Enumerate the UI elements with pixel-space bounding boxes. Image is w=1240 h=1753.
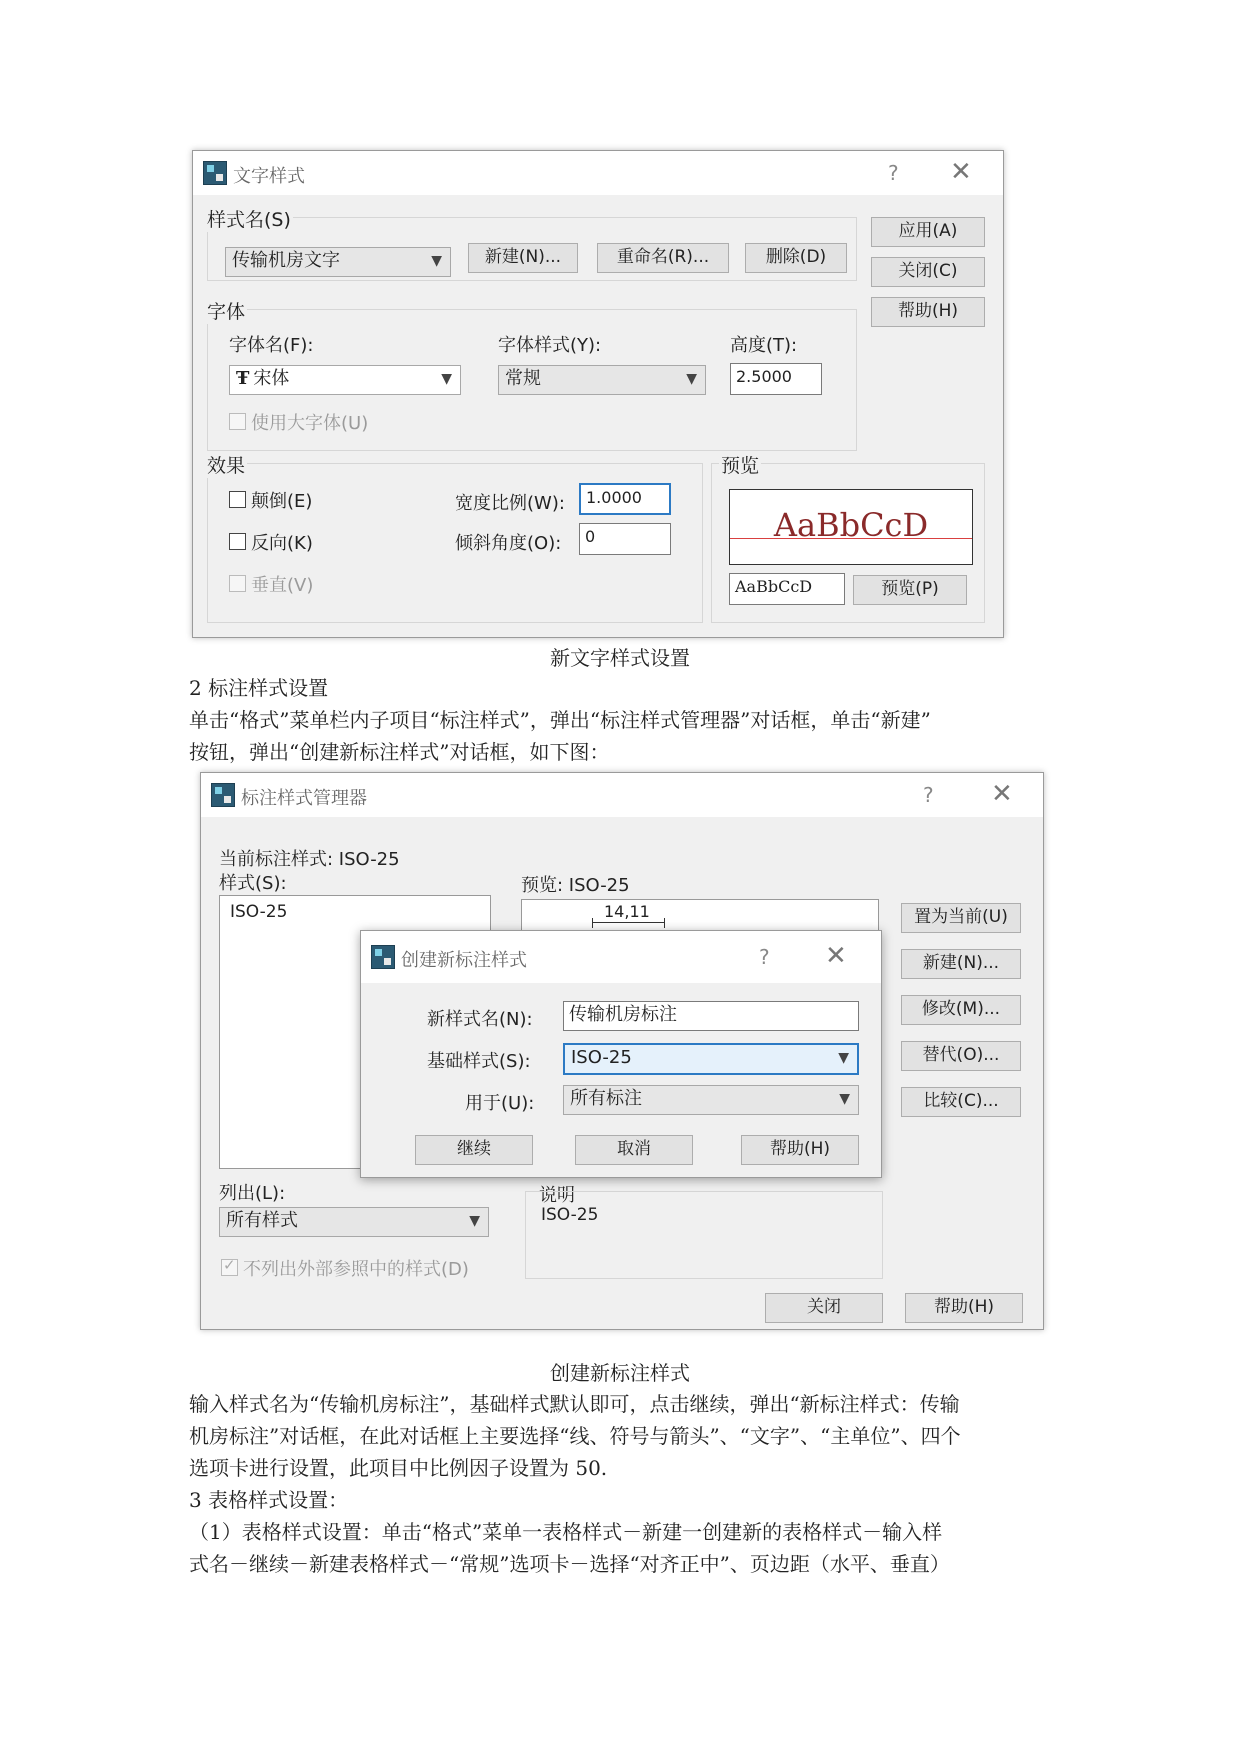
font-style-label: 字体样式(Y): — [498, 335, 602, 356]
width-factor-input[interactable]: 1.0000 — [579, 483, 671, 515]
font-name-select[interactable] — [229, 365, 461, 395]
figure-caption-1: 新文字样式设置 — [550, 646, 690, 670]
exclude-xref-label: 不列出外部参照中的样式(D) — [243, 1259, 469, 1280]
start-with-label: 基础样式(S): — [427, 1051, 531, 1072]
close-icon[interactable]: ✕ — [991, 779, 1013, 809]
list-filter-select[interactable] — [219, 1207, 489, 1237]
start-with-value: ISO-25 — [571, 1047, 632, 1068]
close-button[interactable]: 关闭(C) — [871, 257, 985, 287]
styles-label: 样式(S): — [219, 873, 287, 894]
paragraph-4-line-2: 式名－继续－新建表格样式－“常规”选项卡－选择“对齐正中”、页边距（水平、垂直） — [189, 1552, 950, 1576]
upside-down-checkbox[interactable] — [229, 491, 246, 508]
dimension-tick-right — [664, 918, 665, 928]
paragraph-3-line-2: 机房标注”对话框，在此对话框上主要选择“线、符号与箭头”、“文字”、“主单位”、四个 — [189, 1424, 961, 1448]
chevron-down-icon: ▼ — [441, 371, 452, 387]
chevron-down-icon: ▼ — [839, 1091, 850, 1107]
use-bigfont-label: 使用大字体(U) — [251, 413, 369, 434]
start-with-select[interactable] — [563, 1043, 859, 1075]
autocad-app-icon — [371, 945, 395, 969]
list-item[interactable]: ISO-25 — [230, 902, 288, 922]
effects-group-label: 效果 — [205, 451, 247, 478]
title-bar — [201, 773, 1043, 817]
preview-group-label: 预览 — [719, 451, 761, 478]
help-button[interactable]: 帮助(H) — [905, 1293, 1023, 1323]
dialog-title: 文字样式 — [233, 166, 305, 187]
help-button[interactable]: 帮助(H) — [741, 1135, 859, 1165]
current-style-label: 当前标注样式: ISO-25 — [219, 849, 400, 870]
help-icon[interactable]: ? — [759, 945, 770, 969]
cancel-button[interactable]: 取消 — [575, 1135, 693, 1165]
preview-button[interactable]: 预览(P) — [853, 575, 967, 605]
delete-style-button[interactable]: 删除(D) — [745, 243, 847, 273]
rename-style-button[interactable]: 重命名(R)... — [597, 243, 729, 273]
font-name-value: 宋体 — [253, 368, 290, 389]
exclude-xref-checkbox[interactable] — [221, 1256, 238, 1276]
preview-box — [729, 489, 973, 565]
compare-button[interactable]: 比较(C)... — [901, 1087, 1021, 1117]
close-icon[interactable]: ✕ — [950, 157, 972, 187]
set-current-button[interactable]: 置为当前(U) — [901, 903, 1021, 933]
chevron-down-icon: ▼ — [838, 1050, 849, 1066]
new-style-name-label: 新样式名(N): — [427, 1009, 533, 1030]
modify-button[interactable]: 修改(M)... — [901, 995, 1021, 1025]
dialog-title: 创建新标注样式 — [401, 950, 527, 971]
new-style-button[interactable]: 新建(N)... — [468, 243, 578, 273]
use-for-label: 用于(U): — [465, 1093, 535, 1114]
font-name-label: 字体名(F): — [229, 335, 314, 356]
apply-button[interactable]: 应用(A) — [871, 217, 985, 247]
dimension-tick-left — [592, 918, 593, 928]
preview-label: 预览: ISO-25 — [521, 875, 630, 896]
chevron-down-icon: ▼ — [686, 371, 697, 387]
preview-sample-text: AaBbCcD — [773, 506, 929, 544]
chevron-down-icon: ▼ — [469, 1213, 480, 1229]
height-input[interactable]: 2.5000 — [730, 363, 822, 395]
override-button[interactable]: 替代(O)... — [901, 1041, 1021, 1071]
paragraph-3-line-1: 输入样式名为“传输机房标注”，基础样式默认即可，点击继续，弹出“新标注样式：传输 — [189, 1392, 960, 1416]
section-2-paragraph-line-2: 按钮，弹出“创建新标注样式”对话框，如下图： — [189, 740, 610, 764]
style-name-group-label: 样式名(S) — [205, 205, 293, 232]
dimension-line — [592, 922, 664, 923]
autocad-app-icon — [211, 783, 235, 807]
oblique-angle-input[interactable]: 0 — [579, 523, 671, 555]
description-label: 说明 — [539, 1185, 575, 1206]
autocad-app-icon — [203, 161, 227, 185]
title-bar — [361, 931, 881, 983]
use-for-select[interactable] — [563, 1085, 859, 1115]
list-filter-value: 所有样式 — [226, 1210, 298, 1231]
style-name-select[interactable] — [225, 247, 451, 277]
new-style-name-input[interactable]: 传输机房标注 — [563, 1001, 859, 1031]
backwards-checkbox[interactable] — [229, 533, 246, 550]
preview-text-input[interactable]: AaBbCcD — [729, 573, 845, 605]
use-for-value: 所有标注 — [570, 1088, 642, 1109]
vertical-checkbox[interactable] — [229, 575, 246, 592]
help-icon[interactable]: ? — [923, 783, 934, 807]
oblique-angle-label: 倾斜角度(O): — [455, 533, 562, 554]
upside-down-label: 颠倒(E) — [251, 491, 313, 512]
list-label: 列出(L): — [219, 1183, 286, 1204]
backwards-label: 反向(K) — [251, 533, 313, 554]
preview-dimension-text: 14,11 — [604, 902, 650, 921]
font-style-value: 常规 — [505, 368, 541, 389]
vertical-label: 垂直(V) — [251, 575, 314, 596]
create-dimension-style-dialog — [360, 930, 882, 1178]
continue-button[interactable]: 继续 — [415, 1135, 533, 1165]
section-2-heading: 2 标注样式设置 — [189, 676, 329, 700]
font-group-label: 字体 — [205, 297, 247, 324]
help-icon[interactable]: ? — [888, 161, 899, 185]
truetype-font-icon: Ŧ — [236, 368, 250, 389]
paragraph-3-line-3: 选项卡进行设置，此项目中比例因子设置为 50. — [189, 1456, 608, 1480]
width-factor-label: 宽度比例(W): — [455, 493, 565, 514]
style-name-value: 传输机房文字 — [232, 250, 340, 271]
title-bar — [193, 151, 1003, 195]
chevron-down-icon: ▼ — [431, 253, 442, 269]
section-2-paragraph-line-1: 单击“格式”菜单栏内子项目“标注样式”，弹出“标注样式管理器”对话框，单击“新建” — [189, 708, 931, 732]
height-label: 高度(T): — [730, 335, 798, 356]
new-button[interactable]: 新建(N)... — [901, 949, 1021, 979]
description-value: ISO-25 — [541, 1205, 599, 1225]
paragraph-4-line-1: （1）表格样式设置：单击“格式”菜单一表格样式－新建一创建新的表格样式－输入样 — [189, 1520, 943, 1544]
section-3-heading: 3 表格样式设置： — [189, 1488, 349, 1512]
text-style-dialog — [192, 150, 1004, 638]
figure-caption-2: 创建新标注样式 — [550, 1361, 690, 1385]
help-button[interactable]: 帮助(H) — [871, 297, 985, 327]
checkmark-icon: ✓ — [223, 1256, 236, 1274]
dialog-title: 标注样式管理器 — [241, 788, 367, 809]
use-bigfont-checkbox[interactable] — [229, 413, 246, 430]
font-style-select[interactable] — [498, 365, 706, 395]
close-icon[interactable]: ✕ — [825, 941, 847, 971]
close-button[interactable]: 关闭 — [765, 1293, 883, 1323]
